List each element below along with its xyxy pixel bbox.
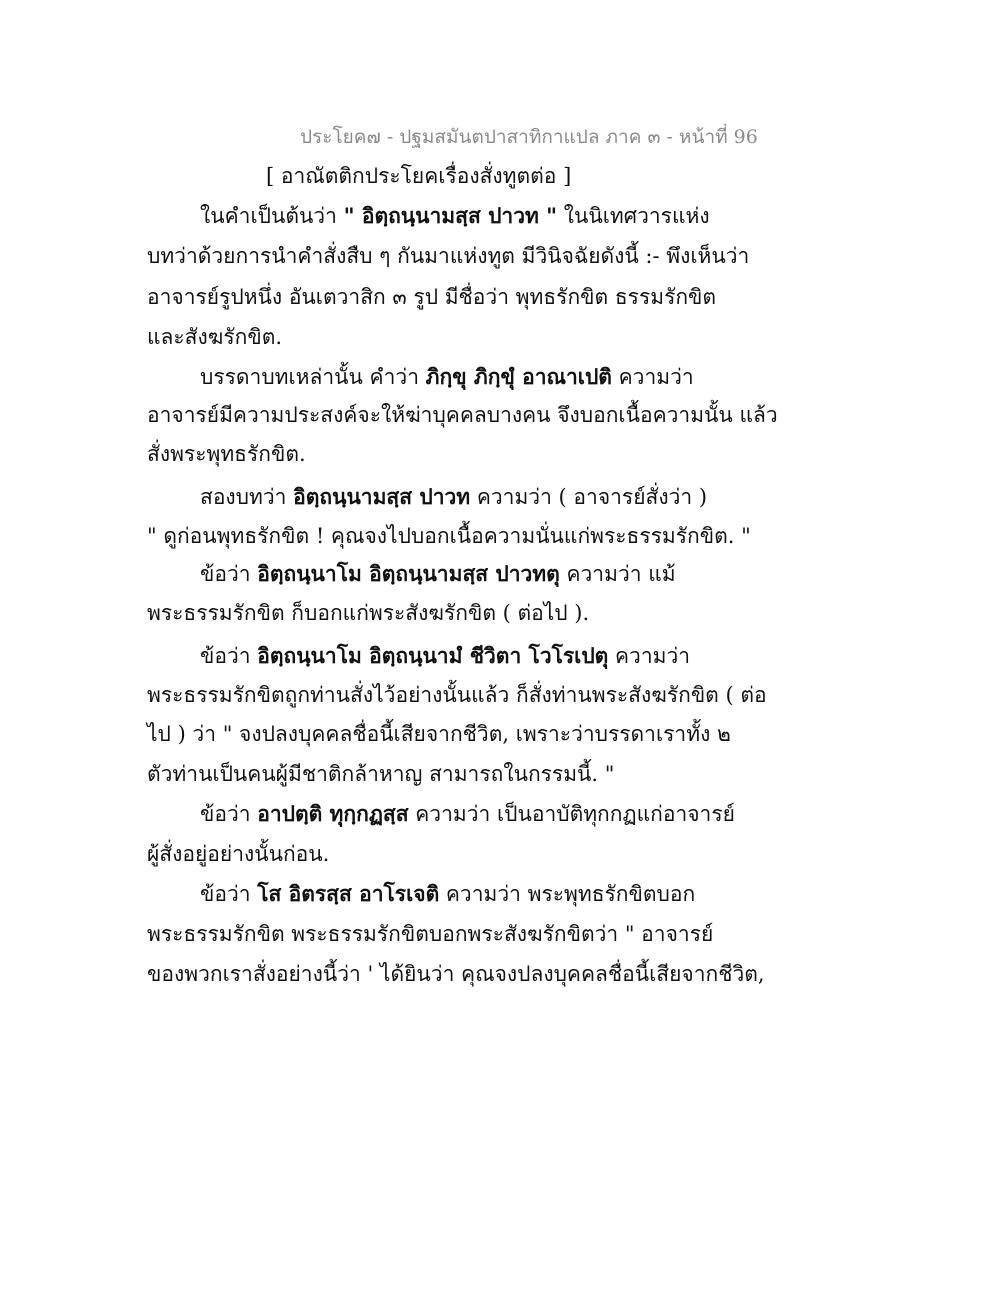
pali-term: ภิกฺขุ ภิกฺขุํ อาณาเปติ xyxy=(425,364,612,389)
paragraph-1-line-3: อาจารย์รูปหนึ่ง อันเตวาสิก ๓ รูป มีชื่อว่า พุทธรักขิต ธรรมรักขิต xyxy=(147,285,717,309)
paragraph-4-line-2: พระธรรมรักขิต ก็บอกแก่พระสังฆรักขิต ( ต่อไป ). xyxy=(147,601,590,625)
paragraph-2-line-1: บรรดาบทเหล่านั้น คำว่า ภิกฺขุ ภิกฺขุํ อาณาเปติ ความว่า xyxy=(200,364,694,389)
pali-term: อิตฺถนฺนาโม อิตฺถนฺนามํ ชีวิตา โวโรเปตุ xyxy=(257,643,609,668)
paragraph-2-line-3: สั่งพระพุทธรักขิต. xyxy=(147,442,306,466)
paragraph-6-line-1: ข้อว่า อาปตฺติ ทุกฺกฏสฺส ความว่า เป็นอาบัติทุกกฏแก่อาจารย์ xyxy=(200,801,735,826)
paragraph-1-line-2: บทว่าด้วยการนำคำสั่งสืบ ๆ กันมาแห่งทูต มีวินิจฉัยดังนี้ :- พึงเห็นว่า xyxy=(147,244,750,268)
paragraph-3-line-1: สองบทว่า อิตฺถนฺนามสฺส ปาวท ความว่า ( อาจารย์สั่งว่า ) xyxy=(200,484,708,509)
pali-term: อาปตฺติ ทุกฺกฏสฺส xyxy=(257,801,409,826)
paragraph-5-line-1: ข้อว่า อิตฺถนฺนาโม อิตฺถนฺนามํ ชีวิตา โวโรเปตุ ความว่า xyxy=(200,643,691,668)
section-subtitle: [ อาณัตติกประโยคเรื่องสั่งทูตต่อ ] xyxy=(266,164,572,188)
paragraph-3-line-2: " ดูก่อนพุทธรักขิต ! คุณจงไปบอกเนื้อความนั่นแก่พระธรรมรักขิต. " xyxy=(147,524,751,548)
pali-term: อิตฺถนฺนามสฺส ปาวท xyxy=(293,484,471,509)
paragraph-5-line-4: ตัวท่านเป็นคนผู้มีชาติกล้าหาญ สามารถในกรรมนี้. " xyxy=(147,762,615,786)
paragraph-7-line-2: พระธรรมรักขิต พระธรรมรักขิตบอกพระสังฆรักขิตว่า " อาจารย์ xyxy=(147,922,714,946)
paragraph-7-line-1: ข้อว่า โส อิตรสฺส อาโรเจติ ความว่า พระพุทธรักขิตบอก xyxy=(200,881,696,906)
pali-term: อิตฺถนฺนาโม อิตฺถนฺนามสฺส ปาวทตุ xyxy=(257,561,560,586)
paragraph-1-line-1: ในคำเป็นต้นว่า " อิตฺถนฺนามสฺส ปาวท " ในนิเทศวารแห่ง xyxy=(200,203,710,228)
paragraph-1-line-4: และสังฆรักขิต. xyxy=(147,325,283,349)
paragraph-5-line-3: ไป ) ว่า " จงปลงบุคคลชื่อนี้เสียจากชีวิต, เพราะว่าบรรดาเราทั้ง ๒ xyxy=(147,722,731,746)
pali-term: " อิตฺถนฺนามสฺส ปาวท " xyxy=(343,203,558,228)
running-header: ประโยค๗ - ปฐมสมันตปาสาทิกาแปล ภาค ๓ - หน้าที่ 96 xyxy=(300,126,758,148)
pali-term: โส อิตรสฺส อาโรเจติ xyxy=(257,881,440,906)
paragraph-7-line-3: ของพวกเราสั่งอย่างนี้ว่า ' ได้ยินว่า คุณจงปลงบุคคลชื่อนี้เสียจากชีวิต, xyxy=(147,962,765,986)
paragraph-6-line-2: ผู้สั่งอยู่อย่างนั้นก่อน. xyxy=(147,842,330,866)
paragraph-2-line-2: อาจารย์มีความประสงค์จะให้ฆ่าบุคคลบางคน จึงบอกเนื้อความนั้น แล้ว xyxy=(147,403,778,427)
paragraph-5-line-2: พระธรรมรักขิตถูกท่านสั่งไว้อย่างนั้นแล้ว ก็สั่งท่านพระสังฆรักขิต ( ต่อ xyxy=(147,683,767,707)
paragraph-4-line-1: ข้อว่า อิตฺถนฺนาโม อิตฺถนฺนามสฺส ปาวทตุ ความว่า แม้ xyxy=(200,561,676,586)
